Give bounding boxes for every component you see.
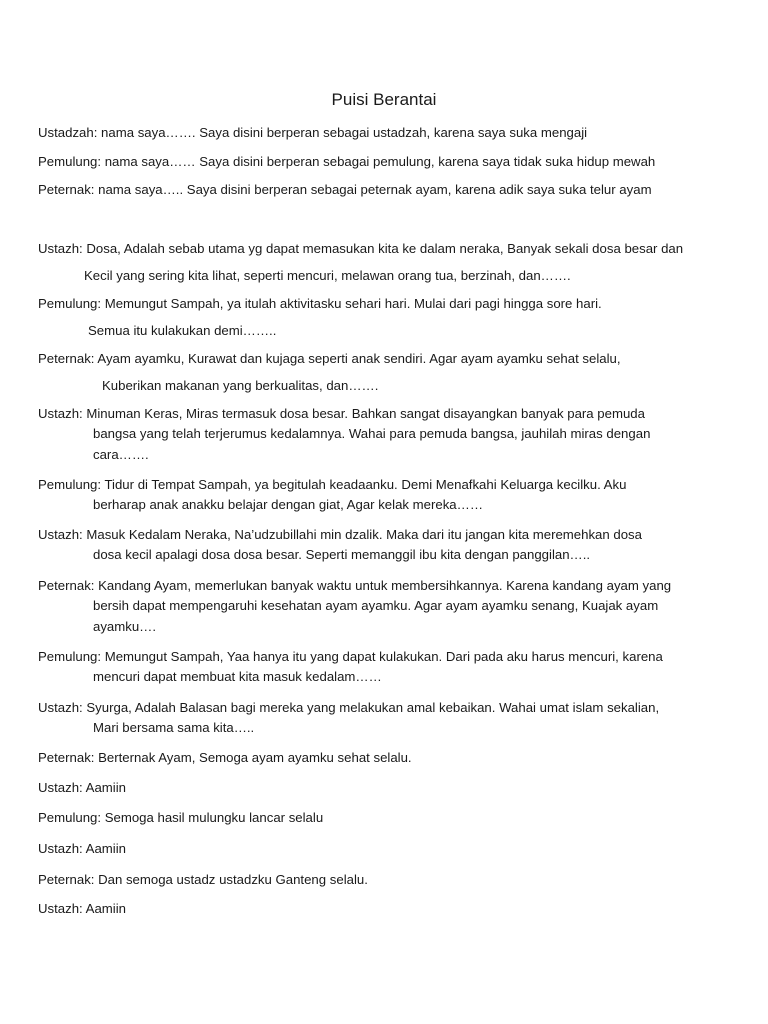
text-line: Peternak: Kandang Ayam, memerlukan banyak waktu untuk membersihkannya. Karena kandang ayam yang	[38, 578, 672, 593]
text-line: bersih dapat mempengaruhi kesehatan ayam ayamku. Agar ayam ayamku senang, Kuajak ayam	[93, 598, 659, 613]
text-line: Pemulung: Memungut Sampah, Yaa hanya itu yang dapat kulakukan. Dari pada aku harus mencuri, karena	[38, 649, 663, 664]
text-line: Ustazh: Syurga, Adalah Balasan bagi mereka yang melakukan amal kebaikan. Wahai umat islam sekalian,	[38, 700, 660, 715]
text-line: Ustazh: Aamiin	[38, 841, 126, 856]
text-line: Pemulung: nama saya…… Saya disini berperan sebagai pemulung, karena saya tidak suka hidup mewah	[38, 154, 656, 169]
text-line: Peternak: Berternak Ayam, Semoga ayam ayamku sehat selalu.	[38, 750, 412, 765]
text-line: bangsa yang telah terjerumus kedalamnya. Wahai para pemuda bangsa, jauhilah miras dengan	[93, 426, 651, 441]
text-line: mencuri dapat membuat kita masuk kedalam……	[93, 669, 382, 684]
text-line: Ustazh: Aamiin	[38, 780, 126, 795]
text-line: Pemulung: Semoga hasil mulungku lancar selalu	[38, 810, 324, 825]
text-line: Kecil yang sering kita lihat, seperti mencuri, melawan orang tua, berzinah, dan…….	[84, 268, 571, 283]
text-line: Peternak: nama saya….. Saya disini berperan sebagai peternak ayam, karena adik saya suka telur ayam	[38, 182, 652, 197]
text-line: Pemulung: Tidur di Tempat Sampah, ya begitulah keadaanku. Demi Menafkahi Keluarga kecilku. Aku	[38, 477, 627, 492]
text-line: ayamku….	[93, 619, 157, 634]
text-line: Peternak: Ayam ayamku, Kurawat dan kujaga seperti anak sendiri. Agar ayam ayamku sehat selalu,	[38, 351, 621, 366]
text-line: Ustadzah: nama saya……. Saya disini berperan sebagai ustadzah, karena saya suka mengaji	[38, 125, 588, 140]
text-line: Ustazh: Aamiin	[38, 901, 126, 916]
text-line: Ustazh: Minuman Keras, Miras termasuk dosa besar. Bahkan sangat disayangkan banyak para pemuda	[38, 406, 645, 421]
text-line: Ustazh: Dosa, Adalah sebab utama yg dapat memasukan kita ke dalam neraka, Banyak sekali dosa besar dan	[38, 241, 684, 256]
page-title: Puisi Berantai	[331, 90, 437, 109]
text-line: Kuberikan makanan yang berkualitas, dan…….	[102, 378, 379, 393]
text-line: Peternak: Dan semoga ustadz ustadzku Ganteng selalu.	[38, 872, 368, 887]
text-line: Pemulung: Memungut Sampah, ya itulah aktivitasku sehari hari. Mulai dari pagi hingga sore hari.	[38, 296, 602, 311]
text-line: Ustazh: Masuk Kedalam Neraka, Na’udzubillahi min dzalik. Maka dari itu jangan kita meremehkan dosa	[38, 527, 642, 542]
text-line: Semua itu kulakukan demi……..	[88, 323, 277, 338]
text-line: cara…….	[93, 447, 149, 462]
text-line: dosa kecil apalagi dosa dosa besar. Seperti memanggil ibu kita dengan panggilan…..	[93, 547, 591, 562]
text-line: Mari bersama sama kita…..	[93, 720, 255, 735]
text-line: berharap anak anakku belajar dengan giat, Agar kelak mereka……	[93, 497, 484, 512]
